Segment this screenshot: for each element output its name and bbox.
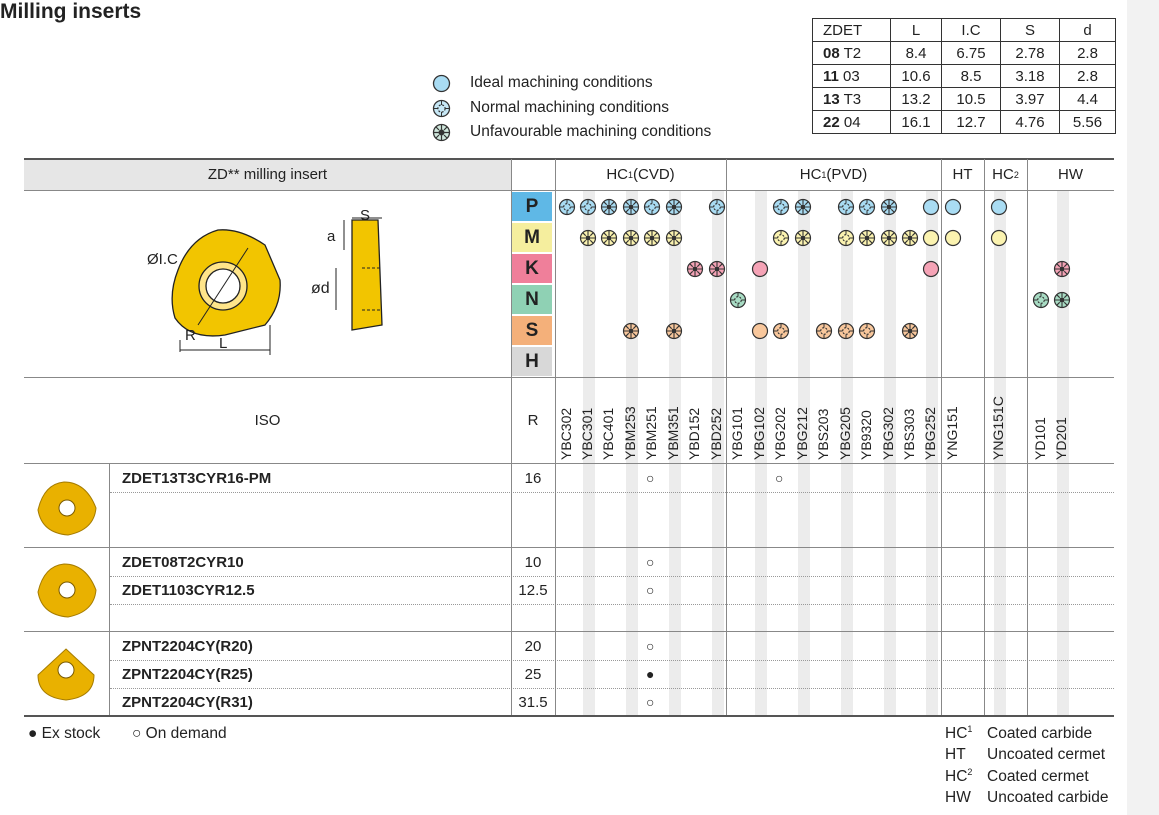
- insert-photo-zdet08: [34, 560, 100, 620]
- radius-value: [511, 604, 555, 632]
- dimension-header-row: [813, 19, 1116, 42]
- diagram-label-s: S: [360, 207, 371, 224]
- insert-header: ZD** milling insert: [207, 166, 328, 183]
- group-header-hc1-pvd: HC 1 (PVD): [799, 166, 868, 183]
- diagram-label-r: R: [185, 327, 196, 344]
- unfavourable-condition-icon: [579, 229, 597, 247]
- unfavourable-condition-icon: [1053, 291, 1071, 309]
- grade-label: YBC302: [558, 407, 574, 460]
- unfavourable-condition-icon: [708, 260, 726, 278]
- iso-code: ZPNT2204CY(R25): [122, 665, 253, 683]
- row-divider: [110, 576, 1114, 577]
- insert-photo-zdet13: [34, 478, 100, 538]
- row-divider: [110, 660, 1114, 661]
- iso-code: ZDET08T2CYR10: [122, 553, 244, 571]
- group-header-hc1-cvd: HC 1 (CVD): [606, 166, 675, 183]
- ideal-condition-icon: [751, 322, 769, 340]
- grade-label: YNG151C: [990, 396, 1006, 460]
- ideal-condition-icon: [922, 229, 940, 247]
- unfavourable-condition-icon: [600, 229, 618, 247]
- dim-d: 5.56: [1060, 111, 1116, 134]
- col-divider-pvd: [726, 159, 727, 715]
- dimension-row: [813, 65, 1116, 88]
- grade-label: YBM351: [665, 406, 681, 460]
- radius-value: 12.5: [518, 581, 548, 599]
- diagram-label-ic: ØI.C: [147, 251, 178, 268]
- ideal-condition-icon: [922, 260, 940, 278]
- note-row: HW Uncoated carbide: [945, 788, 1109, 806]
- unfavourable-condition-icon: [665, 198, 683, 216]
- legend-ideal-label: Ideal machining conditions: [470, 74, 653, 91]
- unfavourable-condition-icon: [858, 229, 876, 247]
- radius-value: [511, 492, 555, 520]
- dim-ic: 8.5: [942, 65, 1001, 88]
- group-header-hc2: HC 2: [992, 166, 1019, 183]
- dim-header-s: S: [1001, 19, 1060, 42]
- iso-code: ZDET1103CYR12.5: [122, 581, 255, 599]
- dim-size: 11: [823, 67, 839, 85]
- dim-code: 03: [843, 67, 860, 85]
- radius-value: 20: [524, 637, 542, 655]
- radius-value: 10: [524, 553, 542, 571]
- grade-label: YBG102: [751, 407, 767, 460]
- grade-label: YBS303: [901, 408, 917, 460]
- iso-code: ZPNT2204CY(R31): [122, 693, 253, 711]
- ideal-condition-icon: [990, 198, 1008, 216]
- dimension-row: [813, 111, 1116, 134]
- iso-header: ISO: [254, 412, 281, 429]
- dim-s: 3.97: [1001, 88, 1060, 111]
- diagram-label-d: ød: [311, 280, 330, 297]
- normal-icon: [432, 99, 451, 118]
- radius-value: 16: [524, 469, 542, 487]
- col-divider-grades: [555, 159, 556, 715]
- dim-size: 22: [823, 113, 840, 131]
- legend-unfavourable: [432, 121, 711, 143]
- dim-code: 04: [843, 113, 861, 131]
- normal-condition-icon: [858, 322, 876, 340]
- radius-value: 25: [524, 665, 542, 683]
- dim-d: 2.8: [1060, 65, 1116, 88]
- ideal-condition-icon: [990, 229, 1008, 247]
- grade-label: YBG212: [794, 407, 810, 460]
- dim-l: 10.6: [891, 65, 942, 88]
- material-divider: [24, 377, 1114, 378]
- note-row: HT Uncoated cermet: [945, 745, 1106, 763]
- dim-ic: 10.5: [942, 88, 1001, 111]
- on-demand-mark: ○: [646, 470, 655, 486]
- legend-ex-stock: ● Ex stock: [28, 725, 101, 742]
- dim-l: 16.1: [891, 111, 942, 134]
- normal-condition-icon: [837, 322, 855, 340]
- dim-d: 4.4: [1060, 88, 1116, 111]
- grade-label: YBG252: [922, 407, 938, 460]
- note-row: $HC^1$ Coated carbide: [945, 724, 1093, 743]
- dim-l: 13.2: [891, 88, 942, 111]
- table-bottom-border: [24, 715, 1114, 717]
- grade-label: YNG151: [944, 406, 960, 460]
- material-s: S: [512, 316, 552, 345]
- material-n: N: [512, 285, 552, 314]
- normal-condition-icon: [858, 198, 876, 216]
- dim-d: 2.8: [1060, 42, 1116, 65]
- dim-ic: 12.7: [942, 111, 1001, 134]
- grade-label: YBS203: [815, 408, 831, 460]
- normal-condition-icon: [772, 198, 790, 216]
- note-text: Coated cermet: [987, 768, 1089, 786]
- grade-label: YBD252: [708, 407, 724, 460]
- row-divider: [110, 604, 1114, 605]
- on-demand-mark: ○: [775, 470, 784, 486]
- grade-label: YBC401: [600, 407, 616, 460]
- normal-condition-icon: [729, 291, 747, 309]
- dim-s: 2.78: [1001, 42, 1060, 65]
- iso-code: ZDET13T3CYR16-PM: [122, 469, 272, 487]
- radius-value: 31.5: [518, 693, 548, 711]
- unfavourable-icon: [432, 123, 451, 142]
- grade-divider: [24, 463, 1114, 464]
- unfavourable-condition-icon: [901, 229, 919, 247]
- normal-condition-icon: [815, 322, 833, 340]
- ex-stock-mark: ●: [646, 666, 655, 682]
- grade-label: YBM253: [622, 406, 638, 460]
- normal-condition-icon: [772, 229, 790, 247]
- grade-label: YBC301: [579, 407, 595, 460]
- on-demand-mark: ○: [646, 582, 655, 598]
- col-divider-ht: [941, 159, 942, 715]
- dim-header-d: d: [1060, 19, 1116, 42]
- normal-condition-icon: [579, 198, 597, 216]
- material-p: P: [512, 192, 552, 221]
- page-title: Milling inserts: [0, 0, 142, 23]
- ideal-condition-icon: [944, 229, 962, 247]
- row-divider: [110, 688, 1114, 689]
- grade-label: YD101: [1032, 417, 1048, 460]
- on-demand-mark: ○: [646, 638, 655, 654]
- col-divider-image: [109, 463, 110, 715]
- insert-diagram: [130, 200, 400, 365]
- dim-l: 8.4: [891, 42, 942, 65]
- dim-header-ic: I.C: [942, 19, 1001, 42]
- dimension-row: [813, 42, 1116, 65]
- on-demand-mark: ○: [646, 694, 655, 710]
- material-m: M: [512, 223, 552, 252]
- dim-s: 3.18: [1001, 65, 1060, 88]
- unfavourable-condition-icon: [643, 229, 661, 247]
- table-top-border: [24, 158, 1114, 160]
- unfavourable-condition-icon: [622, 322, 640, 340]
- unfavourable-condition-icon: [880, 198, 898, 216]
- normal-condition-icon: [837, 198, 855, 216]
- dim-code: T2: [843, 44, 862, 62]
- dim-header-zdet: ZDET: [813, 19, 891, 42]
- dim-size: 13: [823, 90, 840, 108]
- note-text: Coated carbide: [987, 725, 1093, 743]
- group-header-ht: HT: [952, 166, 973, 183]
- diagram-label-l: L: [219, 335, 228, 352]
- grade-label: YBG101: [729, 407, 745, 460]
- row-divider: [110, 492, 1114, 493]
- dimension-table: [812, 18, 1116, 134]
- dim-code: T3: [843, 90, 862, 108]
- insert-photo-zpnt2204: [34, 645, 100, 703]
- note-text: Uncoated carbide: [987, 788, 1109, 806]
- unfavourable-condition-icon: [600, 198, 618, 216]
- grade-label: YBD152: [686, 407, 702, 460]
- legend-on-demand: ○ On demand: [132, 725, 227, 742]
- note-row: $HC^2$ Coated cermet: [945, 767, 1089, 786]
- diagram-label-a: a: [327, 228, 336, 245]
- dimension-row: [813, 88, 1116, 111]
- col-divider-r: [511, 159, 512, 715]
- header-divider: [24, 190, 1114, 191]
- grade-label: YB9320: [858, 410, 874, 460]
- dim-ic: 6.75: [942, 42, 1001, 65]
- grade-label: YBG302: [880, 407, 896, 460]
- dim-size: 08: [823, 44, 840, 62]
- legend-normal-label: Normal machining conditions: [470, 99, 670, 116]
- abbreviation-notes: [945, 724, 1109, 810]
- unfavourable-condition-icon: [622, 198, 640, 216]
- dim-header-l: L: [891, 19, 942, 42]
- col-divider-hc2: [984, 159, 985, 715]
- page-edge: [1127, 0, 1159, 815]
- r-header: R: [527, 412, 539, 429]
- unfavourable-condition-icon: [686, 260, 704, 278]
- grade-label: YD201: [1053, 417, 1069, 460]
- group-divider-1: [24, 547, 1114, 548]
- normal-condition-icon: [837, 229, 855, 247]
- legend-unfavourable-label: Unfavourable machining conditions: [470, 123, 712, 140]
- legend-normal: [432, 97, 669, 119]
- normal-condition-icon: [1032, 291, 1050, 309]
- normal-condition-icon: [558, 198, 576, 216]
- iso-code: ZPNT2204CY(R20): [122, 637, 253, 655]
- normal-condition-icon: [708, 198, 726, 216]
- ideal-condition-icon: [922, 198, 940, 216]
- unfavourable-condition-icon: [880, 229, 898, 247]
- on-demand-mark: ○: [646, 554, 655, 570]
- grade-label: YBG205: [837, 407, 853, 460]
- material-k: K: [512, 254, 552, 283]
- group-divider-2: [24, 631, 1114, 632]
- normal-condition-icon: [772, 322, 790, 340]
- ideal-condition-icon: [944, 198, 962, 216]
- legend-ideal: [432, 72, 653, 94]
- ideal-icon: [432, 74, 451, 93]
- unfavourable-condition-icon: [665, 322, 683, 340]
- unfavourable-condition-icon: [794, 198, 812, 216]
- note-text: Uncoated cermet: [987, 745, 1106, 763]
- grade-label: YBG202: [772, 407, 788, 460]
- group-header-hw: HW: [1058, 166, 1083, 183]
- material-h: H: [512, 347, 552, 376]
- unfavourable-condition-icon: [1053, 260, 1071, 278]
- unfavourable-condition-icon: [794, 229, 812, 247]
- grade-label: YBM251: [643, 406, 659, 460]
- ideal-condition-icon: [751, 260, 769, 278]
- unfavourable-condition-icon: [622, 229, 640, 247]
- dim-s: 4.76: [1001, 111, 1060, 134]
- unfavourable-condition-icon: [901, 322, 919, 340]
- normal-condition-icon: [643, 198, 661, 216]
- unfavourable-condition-icon: [665, 229, 683, 247]
- col-divider-hw: [1027, 159, 1028, 715]
